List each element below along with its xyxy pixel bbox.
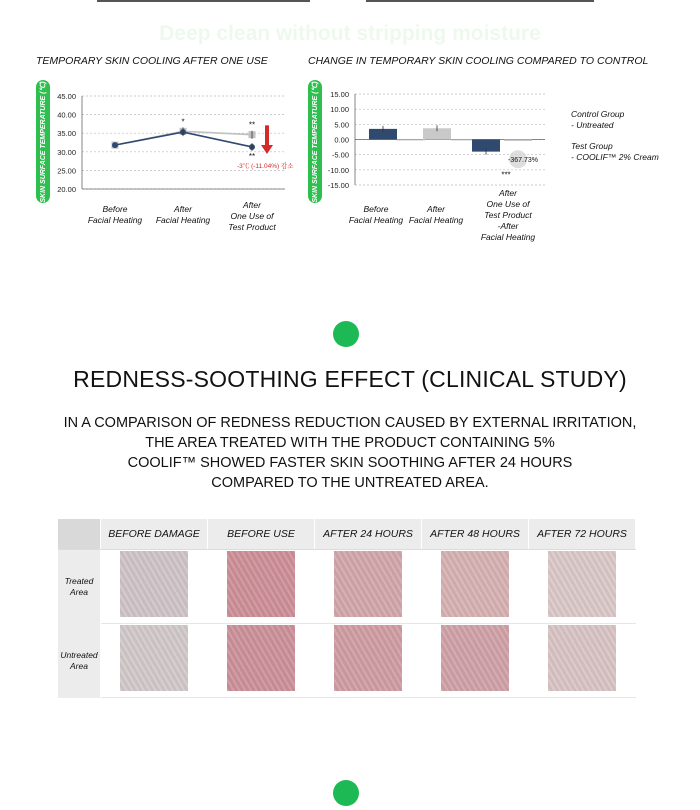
- skin-photo: [120, 625, 188, 691]
- photo-cell: [422, 624, 529, 698]
- green-dot-marker: [333, 321, 359, 347]
- chart2-significance: ***: [501, 170, 511, 180]
- chart1-x-label: Before: [102, 204, 128, 214]
- skin-photo: [548, 551, 616, 617]
- chart2-x-label: Test Product: [484, 210, 532, 220]
- chart2-tick-label: 15.00: [330, 90, 349, 99]
- chart2-tick-label: 10.00: [330, 105, 349, 115]
- chart2-annotation: -367.73%: [508, 157, 538, 165]
- chart2-tick-label: -10.00: [327, 165, 349, 175]
- description-line: THE AREA TREATED WITH THE PRODUCT CONTAINING 5%: [145, 435, 555, 451]
- legend-test-title: Test Group: [571, 141, 613, 151]
- chart1-tick-label: 35.00: [57, 129, 76, 139]
- chart2-tick-label: 0.00: [334, 135, 349, 145]
- chart2-tick-label: -15.00: [327, 181, 349, 190]
- skin-photo: [334, 625, 402, 691]
- chart2-ylabel: SKIN SURFACE TEMPERATURE (℃): [312, 80, 319, 203]
- legend-control-sub: - Untreated: [571, 120, 614, 130]
- photo-cell: [422, 550, 529, 624]
- skin-photo: [441, 625, 509, 691]
- col-header: BEFORE USE: [208, 519, 315, 550]
- table-corner: [58, 519, 101, 550]
- row-label-line: Area: [70, 660, 88, 671]
- banner-ghost-text: Deep clean without stripping moisture: [159, 22, 541, 45]
- chart1-significance: **: [248, 120, 256, 130]
- chart1-x-label: Facial Heating: [87, 215, 143, 225]
- legend-control: [571, 109, 624, 131]
- chart1-x-label: After: [174, 204, 192, 214]
- chart2-x-label: Facial Heating: [348, 215, 404, 225]
- col-header: AFTER 48 HOURS: [422, 519, 529, 550]
- chart1-x-label: Facial Heating: [155, 215, 211, 225]
- chart1-title: TEMPORARY SKIN COOLING AFTER ONE USE: [36, 55, 268, 67]
- chart2-x-label: Facial Heating: [408, 215, 464, 225]
- chart1-tick-label: 45.00: [57, 92, 76, 101]
- chart1-annotation: -3℃ (-11.04%) 감소: [237, 163, 294, 170]
- chart1-tick-label: 40.00: [57, 110, 76, 120]
- legend-test-sub: - COOLIF™ 2% Cream: [571, 152, 659, 162]
- row-label: [58, 550, 101, 624]
- description-line: IN A COMPARISON OF REDNESS REDUCTION CAUSED BY EXTERNAL IRRITATION,: [63, 415, 637, 431]
- skin-photo: [548, 625, 616, 691]
- chart1-x-label: One Use of: [230, 211, 274, 221]
- photo-cell: [529, 624, 636, 698]
- photo-cell: [208, 550, 315, 624]
- skin-photo: [227, 551, 295, 617]
- chart2-x-label: One Use of: [486, 199, 530, 209]
- section-title: REDNESS-SOOTHING EFFECT (CLINICAL STUDY): [73, 366, 627, 392]
- chart2-title: CHANGE IN TEMPORARY SKIN COOLING COMPARED TO CONTROL: [308, 55, 649, 67]
- chart2-x-label: Before: [363, 204, 389, 214]
- col-header: AFTER 72 HOURS: [529, 519, 636, 550]
- col-header: BEFORE DAMAGE: [101, 519, 208, 550]
- skin-photo: [120, 551, 188, 617]
- chart1-tick-label: 25.00: [57, 166, 76, 176]
- chart2-tick-label: 5.00: [334, 120, 349, 130]
- chart2-x-label: Facial Heating: [480, 232, 536, 242]
- photo-cell: [529, 550, 636, 624]
- table-row: [58, 550, 636, 624]
- green-dot-marker: [333, 780, 359, 806]
- col-header: AFTER 24 HOURS: [315, 519, 422, 550]
- photo-cell: [101, 624, 208, 698]
- chart2-x-label: After: [499, 188, 517, 198]
- comparison-table: [58, 519, 636, 698]
- table-row: [58, 624, 636, 698]
- chart1-significance: **: [248, 151, 256, 161]
- chart2-bar: [397, 140, 425, 141]
- photo-cell: [101, 550, 208, 624]
- legend-control-title: Control Group: [571, 109, 625, 119]
- photo-cell: [315, 624, 422, 698]
- table-header-row: [58, 519, 636, 550]
- chart2-x-label: -After: [497, 221, 519, 231]
- row-label-line: Area: [70, 586, 88, 597]
- chart2-tick-label: -5.00: [331, 150, 349, 160]
- description-line: COMPARED TO THE UNTREATED AREA.: [211, 475, 489, 491]
- skin-photo: [334, 551, 402, 617]
- skin-photo: [441, 551, 509, 617]
- skin-photo: [227, 625, 295, 691]
- chart1-ylabel: SKIN SURFACE TEMPERATURE (℃): [40, 80, 47, 203]
- chart1-tick-label: 20.00: [57, 185, 76, 194]
- row-label-line: Untreated: [60, 649, 98, 660]
- chart1-x-label: After: [243, 200, 261, 210]
- description-line: COOLIF™ SHOWED FASTER SKIN SOOTHING AFTER 24 HOURS: [127, 455, 573, 471]
- row-label-line: Treated: [64, 575, 94, 586]
- photo-cell: [208, 624, 315, 698]
- photo-cell: [315, 550, 422, 624]
- legend-test: [571, 141, 659, 163]
- chart2-bar: [504, 140, 532, 142]
- row-label: [58, 624, 101, 698]
- chart2-x-label: After: [427, 204, 445, 214]
- chart1-tick-label: 30.00: [57, 147, 76, 157]
- section-description: [0, 413, 700, 493]
- chart1-significance: *: [181, 117, 185, 127]
- chart1-x-label: Test Product: [228, 222, 276, 232]
